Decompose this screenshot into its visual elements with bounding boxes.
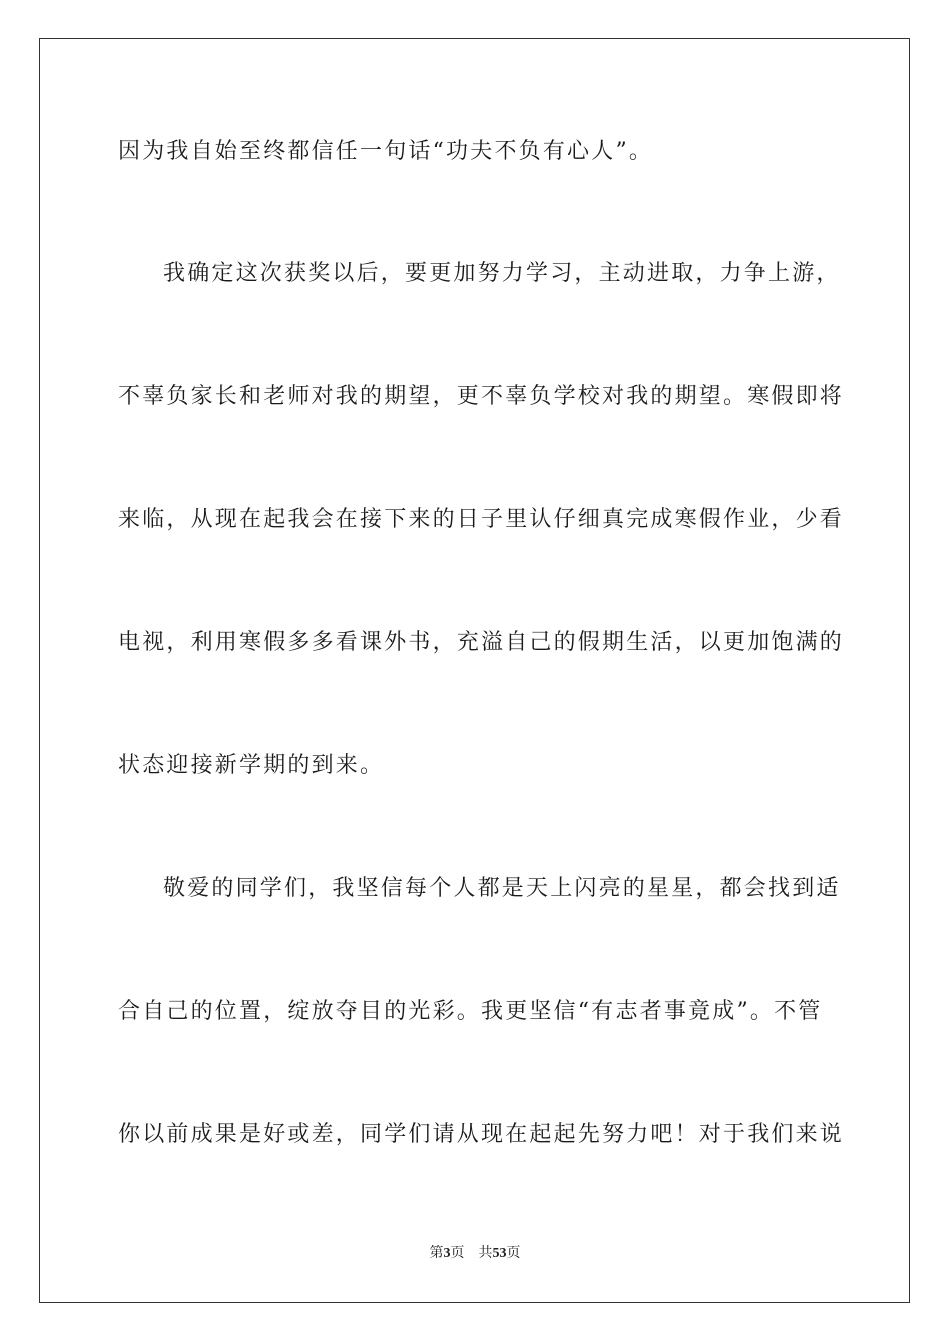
text-line-2: 我确定这次获奖以后，要更加努力学习，主动进取，力争上游， xyxy=(163,261,841,286)
page-border xyxy=(39,38,910,1303)
text-line-5: 电视，利用寒假多多看课外书，充溢自己的假期生活，以更加饱满的 xyxy=(118,630,845,655)
text-line-7: 敬爱的同学们，我坚信每个人都是天上闪亮的星星，都会找到适 xyxy=(163,876,841,901)
text-line-1: 因为我自始至终都信任一句话“功夫不负有心人”。 xyxy=(118,139,654,164)
page-number: 3 xyxy=(443,1246,451,1261)
text-line-3: 不辜负家长和老师对我的期望，更不辜负学校对我的期望。寒假即将 xyxy=(118,384,845,409)
page-footer xyxy=(0,1244,950,1264)
text-line-8: 合自己的位置，绽放夺目的光彩。我更坚信“有志者事竟成”。不管 xyxy=(118,999,823,1024)
text-line-9: 你以前成果是好或差，同学们请从现在起起先努力吧！对于我们来说 xyxy=(118,1122,845,1147)
page-prefix: 第 xyxy=(429,1246,444,1261)
total-suffix: 页 xyxy=(506,1246,521,1261)
text-line-4: 来临，从现在起我会在接下来的日子里认仔细真完成寒假作业，少看 xyxy=(118,507,845,532)
page-suffix: 页 xyxy=(450,1246,465,1261)
text-line-6: 状态迎接新学期的到来。 xyxy=(118,753,385,778)
total-prefix: 共 xyxy=(478,1246,493,1261)
total-pages: 53 xyxy=(492,1246,507,1261)
